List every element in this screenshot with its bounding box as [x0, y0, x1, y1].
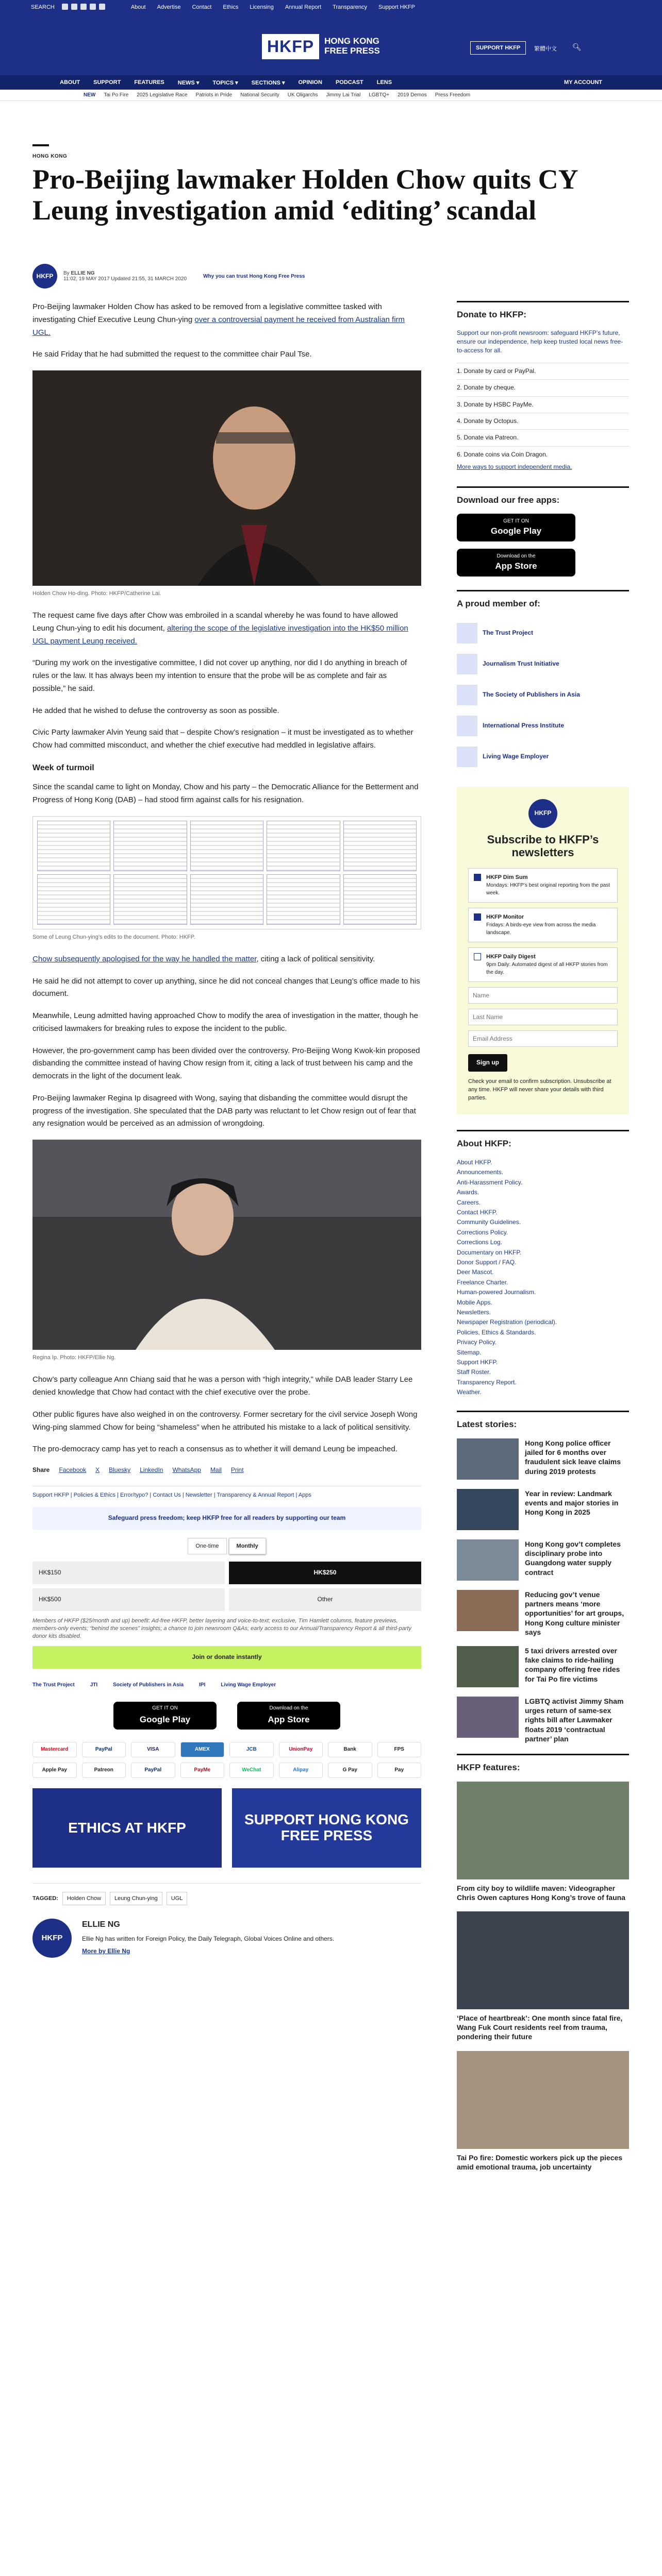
sidebar-heading: HKFP features:: [457, 1754, 629, 1774]
about-link[interactable]: Human-powered Journalism.: [457, 1289, 536, 1296]
features-section: [457, 1754, 629, 2172]
logo-line2: FREE PRESS: [324, 46, 380, 56]
feature-image[interactable]: [457, 1782, 629, 1879]
story-thumbnail[interactable]: [457, 1646, 519, 1687]
about-link[interactable]: Staff Roster.: [457, 1368, 491, 1376]
story-item[interactable]: [457, 1539, 629, 1581]
app-buttons: [32, 1702, 421, 1730]
top-link[interactable]: Contact: [192, 4, 212, 10]
story-item[interactable]: [457, 1489, 629, 1530]
site-logo[interactable]: [262, 32, 380, 61]
app-store-button[interactable]: [237, 1702, 340, 1730]
payment-icon: PayPal: [82, 1742, 126, 1757]
top-link[interactable]: Annual Report: [285, 4, 322, 10]
sidebar-heading: A proud member of:: [457, 590, 629, 611]
story-thumbnail[interactable]: [457, 1539, 519, 1581]
about-link[interactable]: Documentary on HKFP.: [457, 1248, 522, 1256]
category-label[interactable]: HONG KONG: [32, 154, 68, 159]
trending-item[interactable]: UK Oligarchs: [287, 92, 318, 98]
join-button[interactable]: Join or donate instantly: [32, 1646, 421, 1669]
sidebar: [457, 301, 629, 2181]
google-play-big: Google Play: [139, 1715, 191, 1725]
about-link[interactable]: Deer Mascot.: [457, 1268, 494, 1276]
feature-item[interactable]: [457, 1782, 629, 1902]
sidebar-heading: Donate to HKFP:: [457, 301, 629, 321]
by-label: By: [63, 270, 70, 276]
donate-method[interactable]: 3. Donate by HSBC PayMe.: [457, 396, 629, 413]
article-dates: 11:02, 19 MAY 2017 Updated 21:55, 31 MARCH 2020: [63, 276, 187, 282]
paragraph: Chow subsequently apologised for the way he handled the matter, citing a lack of political sensitivity.: [32, 954, 375, 963]
author-link[interactable]: ELLIE NG: [71, 270, 95, 276]
story-title[interactable]: Hong Kong gov’t completes disciplinary probe into Guangdong water supply contract: [525, 1540, 621, 1577]
regina-ip-photo: [32, 1140, 421, 1350]
payment-methods: [32, 1742, 421, 1778]
about-link[interactable]: Community Guidelines.: [457, 1218, 521, 1226]
google-play-big: Google Play: [490, 526, 542, 536]
trending-item[interactable]: Press Freedom: [435, 92, 471, 98]
story-item[interactable]: [457, 1646, 629, 1687]
paragraph: Pro-Beijing lawmaker Regina Ip disagreed with Wong, saying that disbanding the committee would disrupt the progress of the investigation. She speculated that the DAB party was reluctant to let Chow resign out of fear that any resignation would be perceived as an admission of wrongdoing.: [32, 1093, 416, 1128]
inline-link[interactable]: Chow subsequently apologised for the way he handled the matter: [32, 954, 257, 963]
article-body: [32, 301, 421, 1958]
share-linkedin[interactable]: LinkedIn: [140, 1466, 163, 1474]
nav-item[interactable]: TOPICS ▾: [212, 79, 238, 86]
promo-banners: [32, 1788, 421, 1868]
monthly-option[interactable]: Monthly: [229, 1538, 266, 1554]
paragraph: Pro-Beijing lawmaker Holden Chow has asked to be removed from a legislative committee tasked with investigating Chief Executive Leung Chun-ying over a controversial payment he received from Australian firm UGL.: [32, 302, 405, 337]
story-title[interactable]: Hong Kong police officer jailed for 6 months over fraudulent sick leave claims during 2019 protests: [525, 1439, 621, 1476]
member-benefits-note: Members of HKFP ($25/month and up) benefit: Ad-free HKFP, better layering and voice-to-text; exclusive, Tim Hamlett columns, feature previews, members-only events; “behind the scenes” insights; a chance to join newsroom Q&As; early access to our Annual/Transparency Report & all third-party donor kits disabled.: [32, 1617, 411, 1640]
social-icons: [62, 4, 108, 11]
top-link[interactable]: Transparency: [333, 4, 367, 10]
donate-method[interactable]: 2. Donate by cheque.: [457, 379, 629, 396]
about-section: [457, 1130, 629, 1397]
member-logo-icon: [457, 747, 477, 767]
payment-icon: FPS: [377, 1742, 422, 1757]
about-link[interactable]: About HKFP.: [457, 1159, 492, 1166]
avatar[interactable]: HKFP: [32, 264, 57, 289]
search-link[interactable]: SEARCH: [31, 4, 55, 10]
story-thumbnail[interactable]: [457, 1590, 519, 1631]
paragraph: He said he did not attempt to cover up anything, since he did not conceal changes that Leung’s office made to his document.: [32, 976, 420, 998]
author-description: Ellie Ng has written for Foreign Policy, the Daily Telegraph, Global Voices Online and others.: [82, 1935, 335, 1943]
checkbox[interactable]: [474, 874, 481, 881]
newsletter-title: Subscribe to HKFP’s newsletters: [487, 833, 599, 859]
donate-lead[interactable]: Support our non-profit newsroom: safeguard HKFP’s future, ensure our independence, help keep trusted local news free-to-access for all.: [457, 329, 623, 354]
amount-option[interactable]: HK$150: [32, 1562, 225, 1584]
nav-item[interactable]: PODCAST: [335, 79, 363, 86]
author-name[interactable]: ELLIE NG: [82, 1920, 120, 1929]
member-logo[interactable]: Society of Publishers in Asia: [113, 1682, 184, 1688]
about-link[interactable]: Careers.: [457, 1198, 481, 1206]
app-store-big: App Store: [495, 561, 537, 571]
my-account-link[interactable]: MY ACCOUNT: [564, 79, 602, 86]
sidebar-heading: Download our free apps:: [457, 486, 629, 507]
search-icon[interactable]: 🔍︎: [572, 43, 582, 51]
latest-stories: [457, 1411, 629, 1743]
feature-image[interactable]: [457, 1911, 629, 2009]
signup-button[interactable]: Sign up: [468, 1054, 507, 1071]
share-facebook[interactable]: Facebook: [59, 1466, 87, 1474]
about-link[interactable]: Freelance Charter.: [457, 1278, 508, 1286]
payment-icon: VISA: [131, 1742, 175, 1757]
about-link[interactable]: Support HKFP.: [457, 1358, 498, 1366]
about-link[interactable]: Anti-Harassment Policy.: [457, 1178, 523, 1186]
share-label: Share: [32, 1466, 50, 1474]
share-bar: [32, 1465, 421, 1476]
tag[interactable]: UGL: [167, 1892, 188, 1905]
one-time-option[interactable]: One-time: [188, 1538, 226, 1554]
ethics-banner[interactable]: ETHICS AT HKFP: [32, 1788, 222, 1868]
about-link[interactable]: Awards.: [457, 1189, 479, 1196]
about-link[interactable]: Corrections Log.: [457, 1239, 503, 1246]
payment-icon: AMEX: [180, 1742, 225, 1757]
photo-illustration: [32, 1140, 421, 1350]
app-store-big: App Store: [268, 1715, 310, 1725]
feature-title[interactable]: From city boy to wildlife maven: Videographer Chris Owen captures Hong Kong’s trove of fauna: [457, 1884, 625, 1902]
story-title[interactable]: LGBTQ activist Jimmy Sham urges return of same-sex rights bill after Lawmaker floats 2019 ‘contractual partner’ plan: [525, 1697, 624, 1743]
logo-text: [324, 37, 380, 56]
nav-item[interactable]: SECTIONS ▾: [251, 79, 285, 86]
nav-item[interactable]: NEWS ▾: [177, 79, 200, 86]
paragraph: Other public figures have also weighed in on the controversy. Former secretary for the civil service Joseph Wong Wing-ping slammed Chow for being “shameless” when he attributed his mistake to a lack of political sensitivity.: [32, 1410, 418, 1432]
payment-icon: Patreon: [82, 1762, 126, 1778]
author-box: [32, 1919, 421, 1958]
amount-option[interactable]: HK$500: [32, 1588, 225, 1611]
payment-icon: Apple Pay: [32, 1762, 77, 1778]
story-title[interactable]: Reducing gov’t venue partners means ‘more opportunities’ for art groups, Hong Kong culture minister says: [525, 1590, 624, 1636]
share-bluesky[interactable]: Bluesky: [109, 1466, 131, 1474]
author-bio: [82, 1919, 334, 1958]
feature-item[interactable]: [457, 2051, 629, 2172]
member-item[interactable]: Journalism Trust Initiative: [457, 649, 629, 680]
newsletter-option[interactable]: HKFP Dim Sum Mondays: HKFP’s best original reporting from the past week.: [468, 868, 618, 903]
nav-item[interactable]: SUPPORT: [93, 79, 121, 86]
story-thumbnail[interactable]: [457, 1489, 519, 1530]
payment-icon: UnionPay: [279, 1742, 323, 1757]
feature-title[interactable]: ‘Place of heartbreak’: One month since fatal fire, Wang Fuk Court residents reel from trauma, pondering their future: [457, 2013, 623, 2041]
trending-bar: [0, 90, 662, 101]
top-link[interactable]: Ethics: [223, 4, 239, 10]
top-links: [131, 4, 415, 10]
payment-icon: Bank: [328, 1742, 372, 1757]
share-mail[interactable]: Mail: [210, 1466, 222, 1474]
top-utility-bar: [0, 0, 662, 14]
payment-icon: WeChat: [229, 1762, 274, 1778]
amount-option-selected[interactable]: HK$250: [229, 1562, 421, 1584]
payment-icon: Mastercard: [32, 1742, 77, 1757]
story-item[interactable]: [457, 1438, 629, 1480]
inline-link[interactable]: altering the scope of the legislative investigation into the HK$50 million UGL payment Leung received.: [32, 623, 408, 646]
nav-item[interactable]: OPINION: [298, 79, 322, 86]
app-store-small: Download on the: [496, 553, 536, 559]
site-header: [0, 14, 662, 75]
top-link[interactable]: Advertise: [157, 4, 181, 10]
photo-caption: Holden Chow Ho-ding. Photo: HKFP/Catherine Lai.: [32, 590, 161, 597]
about-link[interactable]: Sitemap.: [457, 1348, 482, 1356]
byline: [32, 261, 440, 292]
newsletter-option[interactable]: HKFP Monitor Fridays: A birds-eye view from across the media landscape.: [468, 908, 618, 942]
story-thumbnail[interactable]: [457, 1438, 519, 1480]
about-link[interactable]: Newspaper Registration (periodical).: [457, 1318, 557, 1326]
more-ways-link[interactable]: More ways to support independent media.: [457, 463, 572, 471]
nav-item[interactable]: LENS: [376, 79, 392, 86]
document-edits-image: [32, 816, 421, 929]
support-banner[interactable]: SUPPORT HONG KONG FREE PRESS: [232, 1788, 421, 1868]
holden-chow-photo: [32, 370, 421, 586]
subheading: Week of turmoil: [32, 763, 94, 772]
payment-icon: Pay: [377, 1762, 422, 1778]
paragraph: Since the scandal came to light on Monday, Chow and his party – the Democratic Alliance for the Betterment and Progress of Hong Kong (DAB) – had stood firm against calls for his resignation.: [32, 783, 419, 805]
photo-caption: Some of Leung Chun-ying’s edits to the document. Photo: HKFP.: [32, 934, 195, 940]
share-x[interactable]: X: [95, 1466, 100, 1474]
main-nav: [0, 75, 662, 90]
about-link[interactable]: Weather.: [457, 1388, 482, 1396]
feature-title[interactable]: Tai Po fire: Domestic workers pick up the pieces amid emotional trauma, job uncertainty: [457, 2153, 623, 2171]
trending-item[interactable]: Tai Po Fire: [104, 92, 129, 98]
sidebar-heading: About HKFP:: [457, 1130, 629, 1150]
app-store-small: Download on the: [269, 1705, 308, 1711]
paragraph: Civic Party lawmaker Alvin Yeung said that – despite Chow’s resignation – it must be investigated as to whether Chow had committed misconduct, and whether the chief executive had meddled in legislative affairs.: [32, 728, 413, 750]
instagram-icon[interactable]: [80, 4, 87, 10]
last-name-field[interactable]: [468, 1009, 618, 1025]
nav-item[interactable]: ABOUT: [60, 79, 80, 86]
email-icon[interactable]: [99, 4, 105, 10]
about-link[interactable]: Corrections Policy.: [457, 1228, 508, 1236]
byline-text: [63, 270, 187, 282]
feature-item[interactable]: [457, 1911, 629, 2042]
app-store-button[interactable]: [457, 549, 575, 577]
member-logo-icon: [457, 623, 477, 643]
photo-illustration: [32, 370, 421, 586]
donate-methods: [457, 363, 629, 463]
paragraph: Meanwhile, Leung admitted having approached Chow to modify the area of investigation in the matter, though he criticised lawmakers for breaking rules to expose the incident to the public.: [32, 1011, 418, 1033]
payment-icon: JCB: [229, 1742, 274, 1757]
paragraph: However, the pro-government camp has been divided over the controversy. Pro-Beijing Wong Kwok-kin proposed disbanding the committee instead of having Chow resign from it, citing a lack of trust between his camp and the democrats in the light of the document leak.: [32, 1046, 420, 1081]
sidebar-donate: [457, 301, 629, 472]
member-logo-icon: [457, 685, 477, 705]
about-link[interactable]: Privacy Policy.: [457, 1338, 497, 1346]
payment-icon: PayPal: [131, 1762, 175, 1778]
top-link[interactable]: Support HKFP: [378, 4, 415, 10]
donate-method[interactable]: 1. Donate by card or PayPal.: [457, 363, 629, 379]
new-label: NEW: [84, 92, 96, 98]
sidebar-heading: Latest stories:: [457, 1411, 629, 1431]
policy-links[interactable]: Support HKFP | Policies & Ethics | Error/typo? | Contact Us | Newsletter | Transparency & Annual Report | Apps: [32, 1486, 421, 1500]
member-item[interactable]: The Trust Project: [457, 618, 629, 649]
tagged-label: TAGGED:: [32, 1895, 58, 1902]
author-avatar[interactable]: HKFP: [32, 1919, 72, 1958]
member-item[interactable]: The Society of Publishers in Asia: [457, 680, 629, 710]
story-thumbnail[interactable]: [457, 1697, 519, 1738]
title-rule: [32, 144, 49, 146]
member-item[interactable]: Living Wage Employer: [457, 741, 629, 772]
google-play-small: GET IT ON: [152, 1705, 178, 1711]
checkbox[interactable]: [474, 953, 481, 960]
newsletter-logo: HKFP: [528, 799, 557, 828]
photo-caption: Regina Ip. Photo: HKFP/Ellie Ng.: [32, 1354, 116, 1361]
member-logo[interactable]: JTI: [90, 1682, 98, 1688]
member-logo-icon: [457, 716, 477, 736]
donate-method[interactable]: 5. Donate via Patreon.: [457, 429, 629, 446]
payment-icon: Alipay: [279, 1762, 323, 1778]
trust-link[interactable]: Why you can trust Hong Kong Free Press: [203, 273, 305, 279]
trending-item[interactable]: National Security: [240, 92, 279, 98]
frequency-toggle: [32, 1538, 421, 1554]
trending-item[interactable]: Patriots in Pride: [195, 92, 233, 98]
about-link[interactable]: Newsletters.: [457, 1308, 491, 1316]
logo-box: HKFP: [262, 34, 319, 59]
trending-item[interactable]: Jimmy Lai Trial: [326, 92, 361, 98]
about-link[interactable]: Transparency Report.: [457, 1378, 517, 1386]
x-icon[interactable]: [71, 4, 77, 10]
tags: [32, 1883, 421, 1905]
tag[interactable]: Holden Chow: [62, 1892, 106, 1905]
donate-method[interactable]: 4. Donate by Octopus.: [457, 413, 629, 429]
about-link[interactable]: Announcements.: [457, 1168, 504, 1176]
facebook-icon[interactable]: [62, 4, 68, 10]
google-play-button[interactable]: [457, 514, 575, 541]
share-print[interactable]: Print: [230, 1466, 244, 1474]
newsletter-signup: [457, 787, 629, 1115]
member-logo[interactable]: IPI: [199, 1682, 206, 1688]
member-logo[interactable]: The Trust Project: [32, 1682, 75, 1688]
youtube-icon[interactable]: [90, 4, 96, 10]
amount-options: [32, 1562, 421, 1611]
support-hkfp-button[interactable]: SUPPORT HKFP: [470, 41, 526, 55]
checkbox[interactable]: [474, 913, 481, 921]
language-switch[interactable]: 繁體中文: [534, 46, 557, 52]
member-logo[interactable]: Living Wage Employer: [221, 1682, 276, 1688]
member-logo-icon: [457, 654, 477, 674]
donate-method[interactable]: 6. Donate coins via Coin Dragon.: [457, 446, 629, 463]
first-name-field[interactable]: [468, 987, 618, 1004]
newsletter-option[interactable]: HKFP Daily Digest 9pm Daily: Automated digest of all HKFP stories from the day.: [468, 947, 618, 982]
about-link[interactable]: Mobile Apps.: [457, 1298, 492, 1306]
story-item[interactable]: [457, 1590, 629, 1637]
more-by-author-link[interactable]: More by Ellie Ng: [82, 1947, 130, 1955]
top-link[interactable]: About: [130, 4, 146, 10]
member-list: [457, 618, 629, 772]
story-title[interactable]: 5 taxi drivers arrested over fake claims to ride-hailing company offering free rides for Tai Po fire victims: [525, 1647, 620, 1683]
paragraph: “During my work on the investigative committee, I did not cover up anything, nor did I do anything in breach of rules or the law. It has always been my intention to ensure that the probe will be as complete and fair as possible,” he said.: [32, 658, 407, 693]
story-title[interactable]: Year in review: Landmark events and major stories in Hong Kong in 2025: [525, 1489, 619, 1517]
google-play-button[interactable]: [113, 1702, 217, 1730]
about-link[interactable]: Policies, Ethics & Standards.: [457, 1328, 536, 1336]
safeguard-banner[interactable]: Safeguard press freedom; keep HKFP free for all readers by supporting our team: [32, 1507, 421, 1530]
google-play-small: GET IT ON: [503, 518, 529, 524]
trending-item[interactable]: 2025 Legislative Race: [137, 92, 188, 98]
payment-icon: G Pay: [328, 1762, 372, 1778]
inline-link[interactable]: over a controversial payment he received from Australian firm UGL.: [32, 315, 405, 337]
about-link[interactable]: Contact HKFP.: [457, 1209, 498, 1216]
logo-line1: HONG KONG: [324, 36, 379, 46]
paragraph: He said Friday that he had submitted the request to the committee chair Paul Tse.: [32, 350, 312, 359]
top-link[interactable]: Licensing: [250, 4, 274, 10]
paragraph: Chow’s party colleague Ann Chiang said that he was a person with “high integrity,” while DAB leader Starry Lee denied knowledge that Chow had contact with the chief executive over the probe.: [32, 1375, 413, 1397]
paragraph: The request came five days after Chow was embroiled in a scandal whereby he was found to have allowed Leung Chun-ying to edit his document, altering the scope of the legislative investigation into the HK$50 million UGL payment Leung received.: [32, 611, 408, 646]
member-item[interactable]: International Press Institute: [457, 710, 629, 741]
story-item[interactable]: [457, 1697, 629, 1743]
tag[interactable]: Leung Chun-ying: [110, 1892, 162, 1905]
share-whatsapp[interactable]: WhatsApp: [172, 1466, 201, 1474]
paragraph: He added that he wished to defuse the controversy as soon as possible.: [32, 706, 279, 715]
feature-image[interactable]: [457, 2051, 629, 2149]
amount-option-other[interactable]: Other: [229, 1588, 421, 1611]
newsletter-note: Check your email to confirm subscription. Unsubscribe at any time. HKFP will never share your details with third parties.: [468, 1078, 611, 1101]
trending-item[interactable]: LGBTQ+: [369, 92, 390, 98]
paragraph: The pro-democracy camp has yet to reach a consensus as to whether it will demand Leung be impeached.: [32, 1445, 398, 1454]
about-link[interactable]: Donor Support / FAQ.: [457, 1258, 517, 1266]
nav-item[interactable]: FEATURES: [134, 79, 164, 86]
trending-item[interactable]: 2019 Demos: [398, 92, 427, 98]
payment-icon: PayMe: [180, 1762, 225, 1778]
member-logos: [32, 1681, 421, 1690]
email-field[interactable]: [468, 1030, 618, 1047]
page-title: Pro-Beijing lawmaker Holden Chow quits CY Leung investigation amid ‘editing’ scandal: [32, 164, 577, 226]
about-list: [457, 1158, 629, 1397]
